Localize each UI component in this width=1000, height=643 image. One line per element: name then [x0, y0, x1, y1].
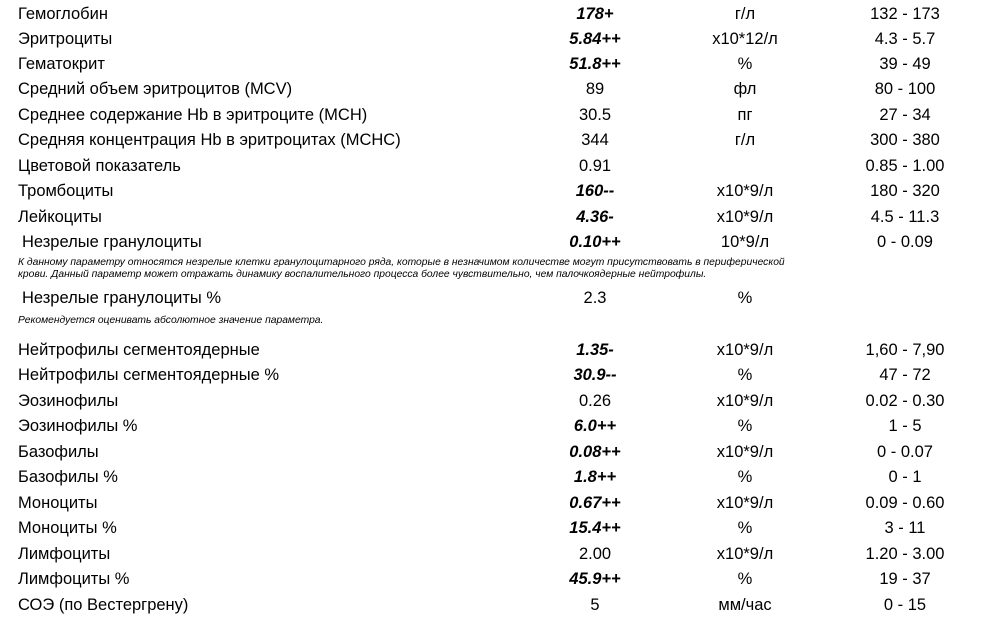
test-name: Эозинофилы [18, 392, 119, 410]
test-unit: % [737, 468, 753, 486]
test-value: 0.67++ [569, 494, 621, 512]
test-unit: г/л [734, 131, 756, 149]
reference-range: 27 - 34 [879, 106, 931, 124]
test-name: Базофилы [18, 443, 99, 461]
test-value: 89 [585, 80, 605, 98]
test-value: 2.3 [583, 289, 607, 307]
test-unit: x10*9/л [716, 208, 774, 226]
table-row [0, 77, 1000, 102]
test-unit: % [737, 55, 753, 73]
test-name: Лимфоциты [18, 545, 111, 563]
test-unit: % [737, 570, 753, 588]
test-unit: % [737, 289, 753, 307]
table-row [0, 465, 1000, 490]
test-value: 344 [581, 131, 609, 149]
reference-range: 0 - 0.09 [877, 233, 933, 251]
test-name: Моноциты % [18, 519, 117, 537]
test-unit: % [737, 417, 753, 435]
test-value: 6.0++ [573, 417, 617, 435]
test-name: Нейтрофилы сегментоядерные [18, 341, 260, 359]
table-row [0, 2, 1000, 27]
test-unit: x10*9/л [716, 545, 774, 563]
reference-range: 0.09 - 0.60 [865, 494, 945, 512]
test-name: Средний объем эритроцитов (MCV) [18, 80, 293, 98]
test-unit: x10*9/л [716, 494, 774, 512]
table-row [0, 593, 1000, 618]
reference-range: 4.5 - 11.3 [870, 208, 940, 226]
test-name: Базофилы % [18, 468, 118, 486]
reference-range: 1.20 - 3.00 [865, 545, 945, 563]
test-unit: x10*9/л [716, 182, 774, 200]
table-row [0, 440, 1000, 465]
test-value: 160-- [575, 182, 615, 200]
test-unit: фл [733, 80, 757, 98]
reference-range: 132 - 173 [870, 5, 940, 23]
test-name: Нейтрофилы сегментоядерные % [18, 366, 280, 384]
table-row [0, 516, 1000, 541]
test-value: 178+ [576, 5, 614, 23]
test-value: 45.9++ [569, 570, 621, 588]
test-unit: пг [737, 106, 753, 124]
test-value: 1.35- [576, 341, 614, 359]
reference-range: 300 - 380 [870, 131, 940, 149]
test-value: 5 [590, 596, 600, 614]
reference-range: 80 - 100 [874, 80, 936, 98]
test-value: 15.4++ [569, 519, 621, 537]
test-value: 0.91 [578, 157, 612, 175]
test-unit: % [737, 366, 753, 384]
test-unit: x10*9/л [716, 392, 774, 410]
test-name: СОЭ (по Вестергрену) [18, 596, 189, 614]
test-value: 30.9-- [573, 366, 617, 384]
test-name: Гематокрит [18, 55, 105, 73]
test-value: 2.00 [578, 545, 612, 563]
test-value: 1.8++ [573, 468, 617, 486]
reference-range: 1,60 - 7,90 [865, 341, 945, 359]
test-name: Незрелые гранулоциты [22, 233, 202, 251]
test-unit: г/л [734, 5, 756, 23]
test-name: Эритроциты [18, 30, 113, 48]
note-immature-granulocytes-percent: Рекомендуется оценивать абсолютное значение параметра. [18, 315, 324, 326]
test-name: Средняя концентрация Hb в эритроцитах (MCHC) [18, 131, 401, 149]
reference-range: 0 - 0.07 [877, 443, 933, 461]
table-row [0, 338, 1000, 363]
table-row [0, 154, 1000, 179]
reference-range: 4.3 - 5.7 [874, 30, 936, 48]
reference-range: 47 - 72 [879, 366, 931, 384]
test-name: Эозинофилы % [18, 417, 138, 435]
test-name: Гемоглобин [18, 5, 108, 23]
test-value: 0.26 [578, 392, 612, 410]
reference-range: 39 - 49 [879, 55, 931, 73]
test-name: Незрелые гранулоциты % [22, 289, 222, 307]
test-name: Лимфоциты % [18, 570, 130, 588]
reference-range: 0 - 15 [883, 596, 927, 614]
test-unit: мм/час [718, 596, 772, 614]
table-row [0, 179, 1000, 204]
note-line: крови. Данный параметр может отражать динамику воспалительного процесса более чувствительно, чем палочкоядерные нейтрофилы. [18, 268, 707, 280]
test-unit: x10*9/л [716, 443, 774, 461]
table-row [0, 230, 1000, 255]
table-row [0, 542, 1000, 567]
test-value: 0.10++ [569, 233, 621, 251]
table-row [0, 286, 1000, 311]
test-unit: x10*12/л [712, 30, 778, 48]
test-name: Лейкоциты [18, 208, 102, 226]
table-row [0, 414, 1000, 439]
table-row [0, 128, 1000, 153]
test-name: Тромбоциты [18, 182, 114, 200]
reference-range: 0.85 - 1.00 [865, 157, 945, 175]
test-value: 51.8++ [569, 55, 621, 73]
reference-range: 1 - 5 [888, 417, 922, 435]
table-row [0, 567, 1000, 592]
table-row [0, 27, 1000, 52]
test-unit: 10*9/л [720, 233, 770, 251]
test-value: 30.5 [578, 106, 612, 124]
reference-range: 3 - 11 [884, 519, 926, 537]
table-row [0, 363, 1000, 388]
reference-range: 180 - 320 [870, 182, 940, 200]
reference-range: 19 - 37 [879, 570, 931, 588]
table-row [0, 205, 1000, 230]
table-row [0, 52, 1000, 77]
reference-range: 0.02 - 0.30 [865, 392, 945, 410]
table-row [0, 103, 1000, 128]
table-row [0, 491, 1000, 516]
test-value: 5.84++ [569, 30, 621, 48]
test-name: Цветовой показатель [18, 157, 181, 175]
test-value: 4.36- [576, 208, 614, 226]
test-unit: x10*9/л [716, 341, 774, 359]
table-row [0, 389, 1000, 414]
test-name: Моноциты [18, 494, 98, 512]
test-unit: % [737, 519, 753, 537]
test-value: 0.08++ [569, 443, 621, 461]
note-immature-granulocytes [18, 257, 993, 280]
note-line: К данному параметру относятся незрелые клетки гранулоцитарного ряда, которые в незначимом количестве могут присутствовать в периферической [18, 257, 785, 268]
test-name: Среднее содержание Hb в эритроците (MCH) [18, 106, 368, 124]
reference-range: 0 - 1 [888, 468, 922, 486]
